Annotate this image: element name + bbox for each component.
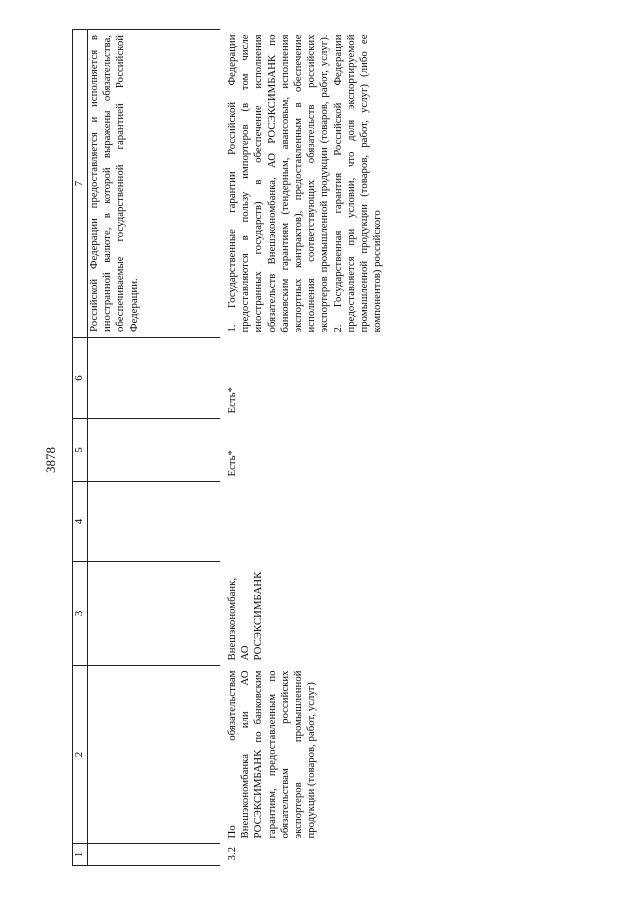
page-number-container (36, 440, 66, 480)
empty-cell (88, 562, 221, 666)
column-header: 5 (73, 419, 88, 482)
empty-cell (88, 666, 221, 844)
page-number: 3878 (43, 447, 58, 473)
continuation-row (88, 30, 221, 866)
column-header: 7 (73, 30, 88, 338)
empty-cell (88, 844, 221, 866)
col4-cell (226, 482, 384, 562)
continuation-conditions-cell: Российской Федерации предоставляется и исполняется в иностранной валюте, в которой выражены обязательства, обеспечиваемые государственной гарантией Российской Федерации. (88, 30, 221, 338)
column-header: 4 (73, 482, 88, 562)
column-header: 6 (73, 338, 88, 419)
principal-cell: Внешэкономбанк, АО РОСЭКСИМБАНК (226, 571, 265, 661)
row-number-cell: 3.2 (226, 847, 238, 861)
column-header: 1 (73, 844, 88, 866)
column-header: 2 (73, 666, 88, 844)
rotated-table-canvas (72, 30, 542, 866)
col5-cell: Есть* (226, 450, 238, 477)
empty-cell (88, 482, 221, 562)
guarantee-table (72, 29, 384, 866)
guarantee-description-cell: По обязательствам Внешэкономбанка или АО РОСЭКСИМБАНК по банковским гарантиям, предоставленным по обязательствам российских экспортеров промышленной продукции (товаров, работ, услуг) (226, 670, 318, 839)
empty-cell (88, 338, 221, 419)
column-header-row (73, 30, 88, 866)
col6-cell: Есть* (226, 387, 238, 414)
conditions-cell: 1. Государственные гарантии Российской Федерации предоставляются в пользу импортеров (в том числе иностранных государств) в обеспечение исполнения обязательств Внешэкономбанка, АО РОСЭКСИМБАНК по банковским гарантиям (тендерным, авансовым, исполнения экспортных контрактов), предоставленным в обеспечение исполнения соответствующих обязательств российских экспортеров промышленной продукции (товаров, работ, услуг). 2. Государственная гарантия Российской Федерации предоставляется при условии, что доля экспортируемой промышленной продукции (товаров, работ, услуг) (либо ее компонентов) российского (226, 34, 384, 333)
empty-cell (88, 419, 221, 482)
column-header: 3 (73, 562, 88, 666)
table-row (226, 30, 384, 866)
